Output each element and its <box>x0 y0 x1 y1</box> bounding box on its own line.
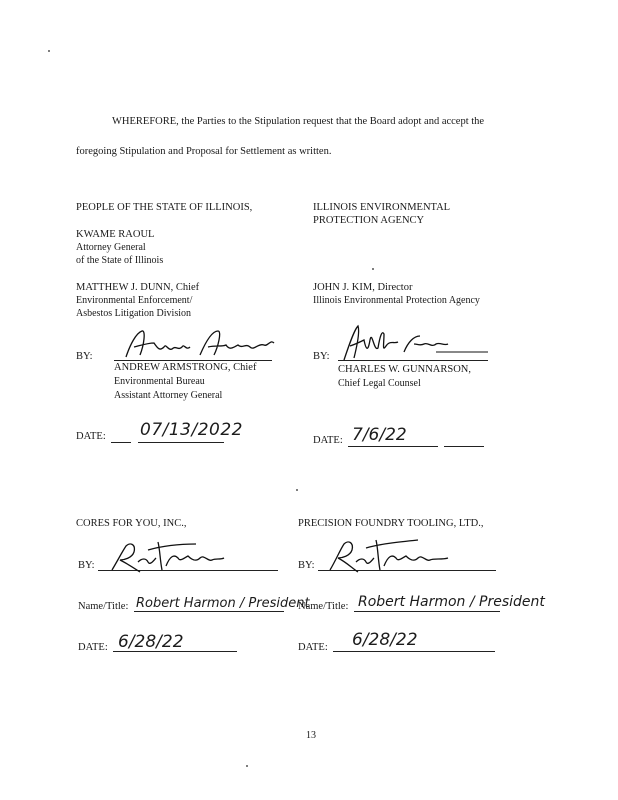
wherefore-line-1: WHEREFORE, the Parties to the Stipulation request that the Board adopt and accept the <box>112 116 485 127</box>
speck <box>372 268 374 270</box>
speck <box>48 50 50 52</box>
speck <box>246 765 248 767</box>
people-heading: PEOPLE OF THE STATE OF ILLINOIS, <box>76 202 253 213</box>
precision-by-label: BY: <box>298 560 315 571</box>
gunnarson-signature <box>340 322 490 364</box>
chief-division-1: Environmental Enforcement/ <box>76 295 193 306</box>
cores-heading: CORES FOR YOU, INC., <box>76 518 187 529</box>
cores-name-label: Name/Title: <box>78 601 129 612</box>
chief-name: MATTHEW J. DUNN, Chief <box>76 282 200 293</box>
people-date-line-left <box>111 442 131 443</box>
armstrong-name: ANDREW ARMSTRONG, Chief <box>114 362 257 373</box>
ag-title-2: of the State of Illinois <box>76 255 164 266</box>
cores-name-value: Robert Harmon / President <box>136 596 310 611</box>
precision-date-value: 6/28/22 <box>352 630 418 650</box>
precision-name-value: Robert Harmon / President <box>358 594 545 610</box>
precision-date-label: DATE: <box>298 642 328 653</box>
armstrong-title-1: Environmental Bureau <box>114 376 205 387</box>
iepa-agency: Illinois Environmental Protection Agency <box>313 295 480 306</box>
precision-name-label: Name/Title: <box>298 601 349 612</box>
iepa-heading-2: PROTECTION AGENCY <box>313 215 425 226</box>
people-date-value: 07/13/2022 <box>140 420 243 440</box>
gunnarson-title: Chief Legal Counsel <box>338 378 421 389</box>
precision-date-line <box>333 651 495 652</box>
people-by-label: BY: <box>76 351 93 362</box>
ag-title-1: Attorney General <box>76 242 146 253</box>
wherefore-line-2: foregoing Stipulation and Proposal for Settlement as written. <box>76 146 332 157</box>
iepa-date-value: 7/6/22 <box>352 425 407 445</box>
iepa-date-line <box>348 446 438 447</box>
iepa-date-line-right <box>444 446 484 447</box>
gunnarson-name: CHARLES W. GUNNARSON, <box>338 364 472 375</box>
cores-date-value: 6/28/22 <box>118 632 184 652</box>
chief-division-2: Asbestos Litigation Division <box>76 308 191 319</box>
people-date-label: DATE: <box>76 431 106 442</box>
harmon-signature-cores <box>104 536 254 576</box>
cores-by-label: BY: <box>78 560 95 571</box>
precision-heading: PRECISION FOUNDRY TOOLING, LTD., <box>298 518 484 529</box>
cores-date-label: DATE: <box>78 642 108 653</box>
cores-name-line <box>134 611 284 612</box>
page-number: 13 <box>306 730 316 741</box>
harmon-signature-precision <box>322 534 472 576</box>
people-date-line <box>138 442 224 443</box>
iepa-director: JOHN J. KIM, Director <box>313 282 413 293</box>
iepa-heading-1: ILLINOIS ENVIRONMENTAL <box>313 202 451 213</box>
iepa-by-label: BY: <box>313 351 330 362</box>
precision-name-line <box>354 611 500 612</box>
armstrong-title-2: Assistant Attorney General <box>114 390 223 401</box>
armstrong-signature <box>120 325 280 365</box>
iepa-date-label: DATE: <box>313 435 343 446</box>
speck <box>296 489 298 491</box>
ag-name: KWAME RAOUL <box>76 229 155 240</box>
